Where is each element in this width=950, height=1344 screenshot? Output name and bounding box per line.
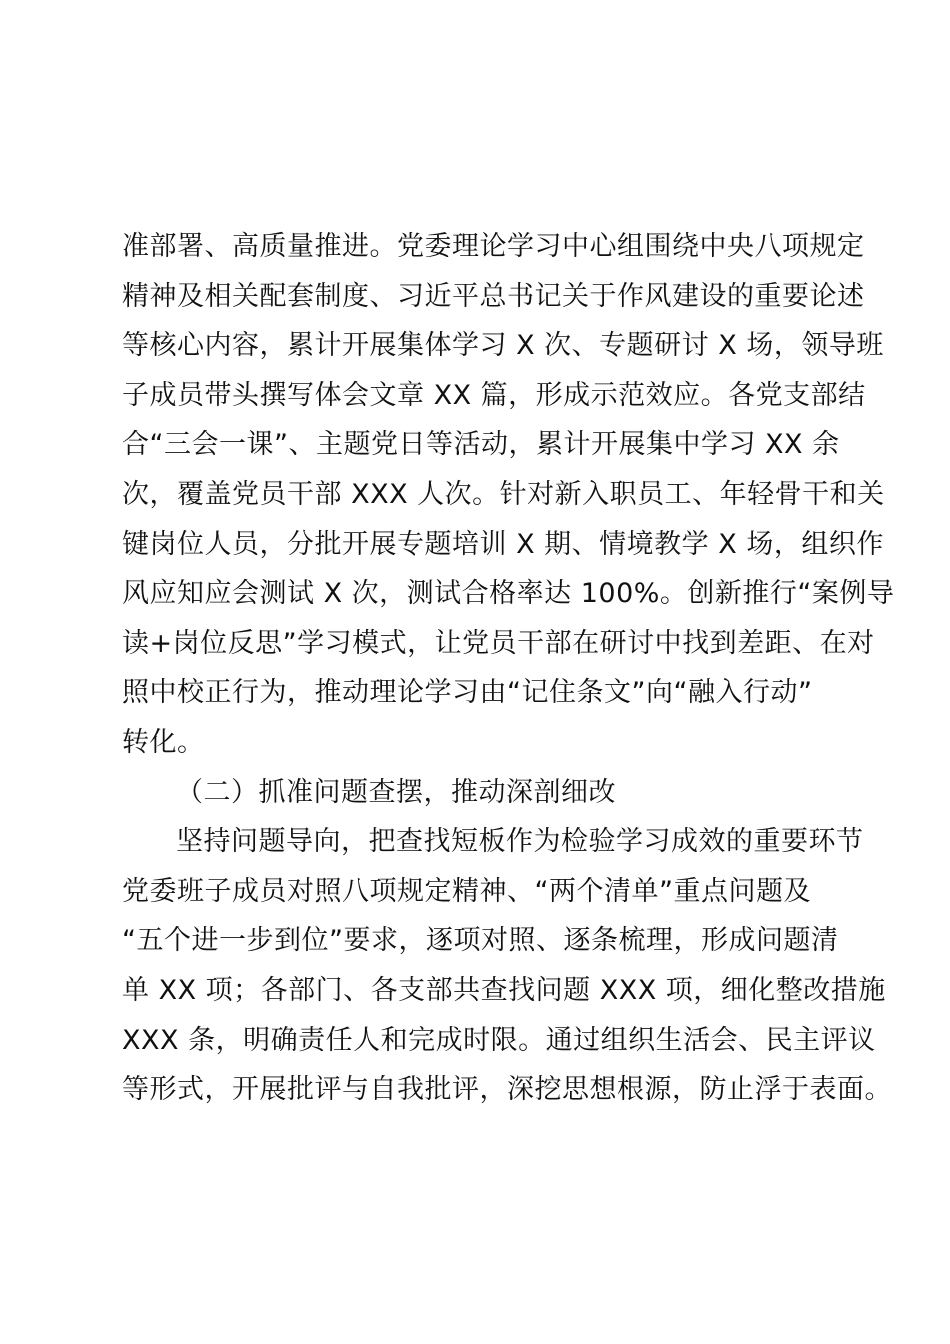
text-line: 精神及相关配套制度、习近平总书记关于作风建设的重要论述 bbox=[122, 280, 865, 312]
text-line: 坚持问题导向，把查找短板作为检验学习成效的重要环节 bbox=[176, 826, 864, 858]
text-line: 读+岗位反思”学习模式，让党员干部在研讨中找到差距、在对 bbox=[122, 627, 875, 659]
document-body bbox=[122, 222, 895, 1115]
text-line: 键岗位人员，分批开展专题培训 X 期、情境教学 X 场，组织作 bbox=[122, 528, 884, 560]
text-line: 风应知应会测试 X 次，测试合格率达 100%。创新推行“案例导 bbox=[122, 578, 895, 610]
section-heading: （二）抓准问题查摆，推动深剖细改 bbox=[176, 776, 616, 808]
paragraph-2 bbox=[122, 817, 892, 1115]
text-line: XXX 条，明确责任人和完成时限。通过组织生活会、民主评议 bbox=[122, 1024, 876, 1056]
text-line: “五个进一步到位”要求，逐项对照、逐条梳理，形成问题清 bbox=[122, 925, 839, 957]
text-line: 合“三会一课”、主题党日等活动，累计开展集中学习 XX 余 bbox=[122, 429, 840, 461]
text-line: 党委班子成员对照八项规定精神、“两个清单”重点问题及 bbox=[122, 875, 811, 907]
text-line: 单 XX 项；各部门、各支部共查找问题 XXX 项，细化整改措施 bbox=[122, 974, 886, 1006]
text-line: 转化。 bbox=[122, 726, 205, 758]
text-line: 照中校正行为，推动理论学习由“记住条文”向“融入行动” bbox=[122, 677, 813, 709]
text-line: 准部署、高质量推进。党委理论学习中心组围绕中央八项规定 bbox=[122, 231, 865, 262]
text-line: 次，覆盖党员干部 XXX 人次。针对新入职员工、年轻骨干和关 bbox=[122, 478, 885, 510]
paragraph-1 bbox=[122, 222, 895, 768]
text-line: 等核心内容，累计开展集体学习 X 次、专题研讨 X 场，领导班 bbox=[122, 330, 884, 362]
text-line: 等形式，开展批评与自我批评，深挖思想根源，防止浮于表面。 bbox=[122, 1074, 892, 1106]
text-line: 子成员带头撰写体会文章 XX 篇，形成示范效应。各党支部结 bbox=[122, 379, 866, 411]
